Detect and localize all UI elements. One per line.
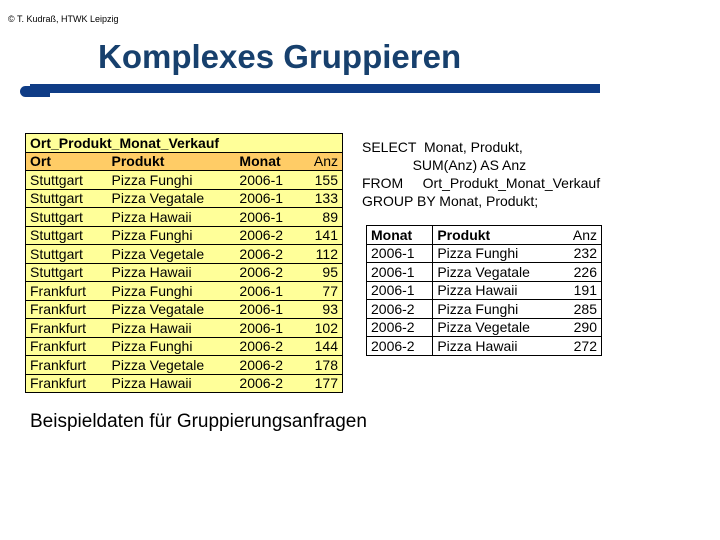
- cell-monat: 2006-1: [367, 281, 433, 300]
- rule-bar-line: [30, 84, 600, 93]
- sql-line: SELECT Monat, Produkt,: [362, 139, 523, 155]
- table-row: [26, 300, 343, 319]
- cell-ort: Frankfurt: [26, 319, 108, 338]
- cell-monat: 2006-1: [235, 189, 301, 208]
- cell-produkt: Pizza Hawaii: [108, 319, 236, 338]
- cell-ort: Stuttgart: [26, 263, 108, 282]
- column-header-anz: Anz: [560, 226, 601, 245]
- cell-produkt: Pizza Vegetale: [108, 245, 236, 264]
- table-row: [367, 300, 602, 319]
- table-row: [26, 282, 343, 301]
- table-row: [26, 263, 343, 282]
- table-row: [26, 245, 343, 264]
- cell-monat: 2006-1: [235, 208, 301, 227]
- cell-ort: Frankfurt: [26, 356, 108, 375]
- cell-anz: 133: [301, 189, 343, 208]
- cell-anz: 178: [301, 356, 343, 375]
- table-row: [26, 319, 343, 338]
- copyright-notice: © T. Kudraß, HTWK Leipzig: [8, 14, 119, 24]
- cell-anz: 95: [301, 263, 343, 282]
- cell-produkt: Pizza Vegetale: [108, 356, 236, 375]
- column-header-monat: Monat: [235, 152, 301, 171]
- cell-anz: 191: [560, 281, 601, 300]
- result-table-header-row: [367, 226, 602, 245]
- column-header-produkt: Produkt: [108, 152, 236, 171]
- column-header-produkt: Produkt: [433, 226, 561, 245]
- table-row: [26, 356, 343, 375]
- table-row: [26, 374, 343, 393]
- cell-ort: Stuttgart: [26, 189, 108, 208]
- cell-produkt: Pizza Funghi: [433, 244, 561, 263]
- cell-monat: 2006-2: [367, 337, 433, 356]
- cell-monat: 2006-1: [235, 171, 301, 190]
- cell-ort: Stuttgart: [26, 226, 108, 245]
- cell-anz: 77: [301, 282, 343, 301]
- cell-anz: 93: [301, 300, 343, 319]
- cell-monat: 2006-1: [235, 282, 301, 301]
- cell-monat: 2006-2: [235, 263, 301, 282]
- cell-ort: Stuttgart: [26, 208, 108, 227]
- cell-anz: 89: [301, 208, 343, 227]
- cell-produkt: Pizza Funghi: [108, 171, 236, 190]
- cell-anz: 290: [560, 318, 601, 337]
- cell-produkt: Pizza Vegatale: [108, 300, 236, 319]
- cell-produkt: Pizza Vegatale: [433, 263, 561, 282]
- column-header-anz: Anz: [301, 152, 343, 171]
- cell-monat: 2006-2: [235, 374, 301, 393]
- sql-line: FROM Ort_Produkt_Monat_Verkauf: [362, 175, 601, 191]
- column-header-monat: Monat: [367, 226, 433, 245]
- table-row: [26, 208, 343, 227]
- cell-produkt: Pizza Hawaii: [108, 374, 236, 393]
- title-rule-bar: [20, 84, 600, 94]
- cell-ort: Frankfurt: [26, 282, 108, 301]
- cell-ort: Frankfurt: [26, 337, 108, 356]
- table-row: [26, 337, 343, 356]
- sql-line: SUM(Anz) AS Anz: [362, 157, 527, 173]
- sql-line: GROUP BY Monat, Produkt;: [362, 193, 539, 209]
- cell-monat: 2006-2: [367, 318, 433, 337]
- cell-anz: 226: [560, 263, 601, 282]
- cell-produkt: Pizza Vegetale: [433, 318, 561, 337]
- cell-ort: Stuttgart: [26, 245, 108, 264]
- cell-anz: 177: [301, 374, 343, 393]
- cell-monat: 2006-2: [235, 356, 301, 375]
- cell-monat: 2006-2: [235, 226, 301, 245]
- cell-produkt: Pizza Funghi: [108, 226, 236, 245]
- result-table: [366, 225, 602, 356]
- cell-monat: 2006-1: [235, 300, 301, 319]
- cell-anz: 285: [560, 300, 601, 319]
- cell-produkt: Pizza Funghi: [108, 282, 236, 301]
- cell-ort: Frankfurt: [26, 374, 108, 393]
- slide-title: Komplexes Gruppieren: [98, 38, 462, 75]
- cell-anz: 272: [560, 337, 601, 356]
- table-row: [26, 171, 343, 190]
- table-row: [367, 263, 602, 282]
- cell-ort: Frankfurt: [26, 300, 108, 319]
- cell-monat: 2006-2: [367, 300, 433, 319]
- table-row: [367, 318, 602, 337]
- source-table: [25, 133, 343, 393]
- cell-ort: Stuttgart: [26, 171, 108, 190]
- cell-anz: 155: [301, 171, 343, 190]
- cell-produkt: Pizza Funghi: [108, 337, 236, 356]
- cell-monat: 2006-2: [235, 245, 301, 264]
- cell-monat: 2006-1: [367, 263, 433, 282]
- cell-produkt: Pizza Hawaii: [108, 263, 236, 282]
- cell-produkt: Pizza Hawaii: [433, 337, 561, 356]
- cell-anz: 112: [301, 245, 343, 264]
- source-table-header-row: [26, 152, 343, 171]
- cell-produkt: Pizza Vegatale: [108, 189, 236, 208]
- cell-anz: 102: [301, 319, 343, 338]
- cell-monat: 2006-2: [235, 337, 301, 356]
- table-row: [367, 244, 602, 263]
- slide-caption: Beispieldaten für Gruppierungsanfragen: [30, 411, 367, 432]
- source-table-name: Ort_Produkt_Monat_Verkauf: [26, 134, 343, 153]
- table-row: [26, 189, 343, 208]
- cell-anz: 232: [560, 244, 601, 263]
- cell-produkt: Pizza Hawaii: [433, 281, 561, 300]
- cell-monat: 2006-1: [235, 319, 301, 338]
- cell-anz: 144: [301, 337, 343, 356]
- cell-produkt: Pizza Hawaii: [108, 208, 236, 227]
- source-table-caption-row: [26, 134, 343, 153]
- table-row: [367, 337, 602, 356]
- cell-anz: 141: [301, 226, 343, 245]
- table-row: [26, 226, 343, 245]
- table-row: [367, 281, 602, 300]
- column-header-ort: Ort: [26, 152, 108, 171]
- cell-monat: 2006-1: [367, 244, 433, 263]
- cell-produkt: Pizza Funghi: [433, 300, 561, 319]
- sql-query: [362, 138, 600, 210]
